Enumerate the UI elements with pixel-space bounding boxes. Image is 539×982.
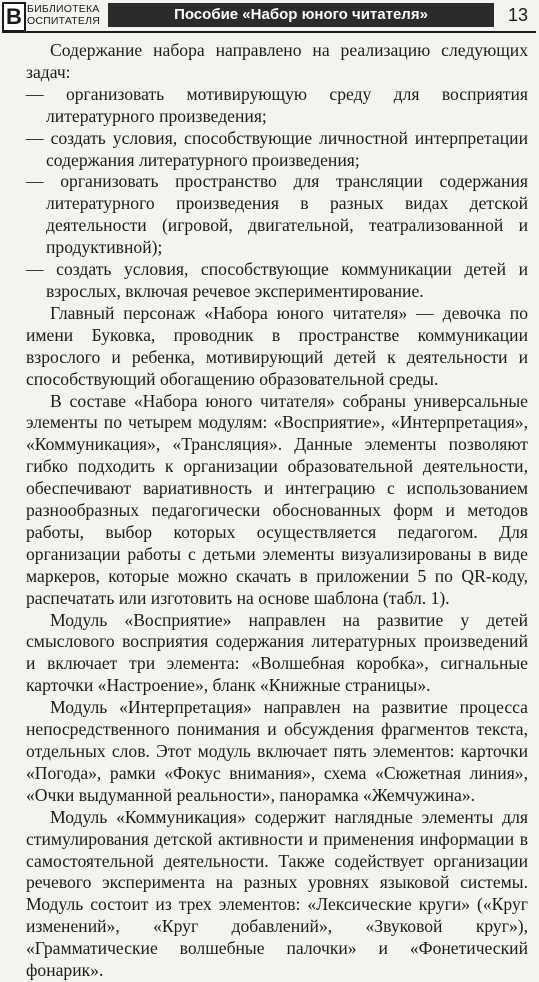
tasks-intro: Содержание набора направлено на реализацию следующих задач: [26, 40, 528, 82]
series-logo: В [2, 2, 26, 32]
paragraph-modules-overview: В составе «Набора юного читателя» собраны универсальные элементы по четырем модулям: «Восприятие», «Интерпретация», «Коммуникация», «Трансляция». Данные элементы позволяют гибко подходить к организации образовательной деятельности, обеспечивают вариативность и интеграцию с использованием разнообразных педагогически обоснованных форм и методов работы, выбор которых осуществляется педагогом. Для организации работы с детьми элементы визуализированы в виде маркеров, которые можно скачать в приложении 5 по QR-коду, распечатать или изготовить на основе шаблона (табл. 1). [26, 390, 528, 608]
task-item: — организовать мотивирующую среду для восприятия литературного произведения; [26, 83, 528, 126]
task-item: — создать условия, способствующие личностной интерпретации содержания литературного произведения; [26, 127, 528, 170]
paragraph-module-interpretation: Модуль «Интерпретация» направлен на развитие процесса непосредственного понимания и обсуждения фрагментов текста, отдельных слов. Этот модуль включает пять элементов: карточки «Погода», рамки «Фокус внимания», схема «Сюжетная линия», «Очки выдуманной реальности», панорамка «Жемчужина». [26, 697, 528, 805]
page-number: 13 [507, 5, 529, 25]
paragraph-module-communication: Модуль «Коммуникация» содержит наглядные элементы для стимулирования детской активности и применения информации в самостоятельной деятельности. Также содействует организации речевого эксперимента на разных уровнях языковой системы. Модуль состоит из трех элементов: «Лексические круги» («Круг изменений», «Круг добавлений», «Звуковой круг»), «Грамматические волшебные палочки» и «Фонетический фонарик». [26, 806, 528, 981]
paragraph-module-perception: Модуль «Восприятие» направлен на развитие у детей смыслового восприятия содержания литературных произведений и включает три элемента: «Волшебная коробка», сигнальные карточки «Настроение», бланк «Книжные страницы». [26, 609, 528, 696]
series-name-line2: ОСПИТАТЕЛЯ [27, 15, 100, 27]
task-item: — создать условия, способствующие коммуникации детей и взрослых, включая речевое экспериментирование. [26, 259, 528, 301]
series-name [27, 3, 100, 27]
paragraph-main-character: Главный персонаж «Набора юного читателя» — девочка по имени Буковка, проводник в пространстве коммуникации взрослого и ребенка, мотивирующий детей к деятельности и способствующий обогащению образовательной среды. [26, 302, 528, 389]
running-title: Пособие «Набор юного читателя» [108, 3, 494, 27]
header-divider [2, 31, 536, 33]
page-body [26, 40, 528, 982]
page-header [0, 0, 539, 36]
task-item: — организовать пространство для трансляции содержания литературного произведения в разных видах детской деятельности (игровой, двигательной, театрализованной и продуктивной); [26, 171, 528, 258]
series-name-line1: БИБЛИОТЕКА [27, 3, 100, 15]
